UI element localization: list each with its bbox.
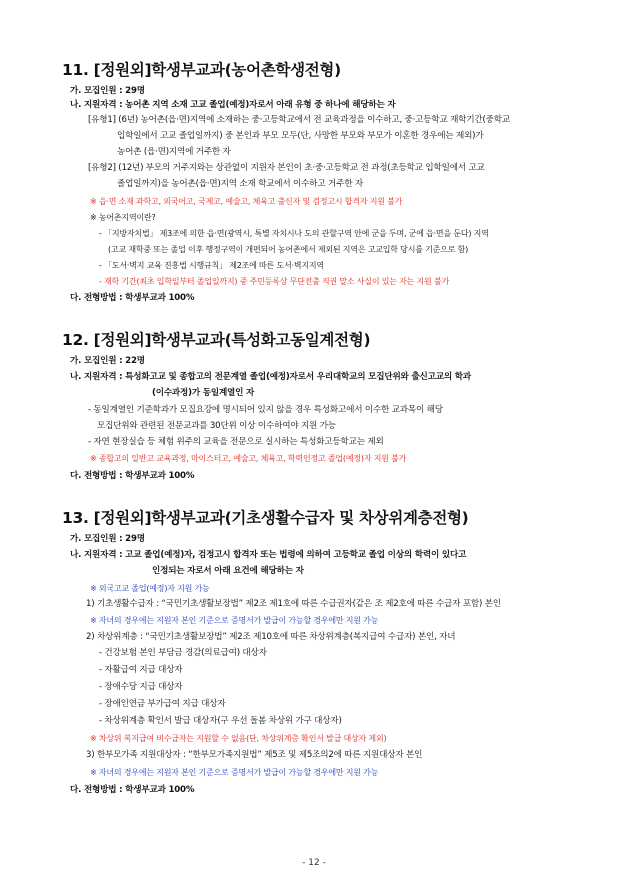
s13-eligibility: 나. 지원자격 : 고교 졸업(예정)자, 검정고시 합격자 또는 법령에 의하여 고등학교 졸업 이상의 학력이 있다고: [70, 550, 467, 560]
s11-recruit: 가. 모집인원 : 29명: [70, 86, 145, 96]
s13-item2-sub1: - 건강보험 본인 부담금 경감(의료급여) 대상자: [99, 648, 267, 658]
s12-method: 다. 전형방법 : 학생부교과 100%: [70, 471, 195, 481]
s11-type2-line1: [유형2] (12년) 부모의 거주지와는 상관없이 지원자 본인이 초·중·고등학교 전 과정(초등학교 입학일에서 고교: [88, 163, 485, 173]
s12-note-ineligible: ※ 종합고의 일반고 교육과정, 마이스터고, 예술고, 체육고, 학력인정고 졸업(예정)자 지원 불가: [90, 454, 407, 463]
section-13-title: 13. [정원외]학생부교과(기초생활수급자 및 차상위계층전형): [62, 509, 469, 527]
s13-item2-note: ※ 차상위 복지급여 비수급자는 지원할 수 없음(단, 차상위계층 확인서 발급 대상자 제외): [90, 734, 387, 743]
s11-type1-line2: 입학일에서 고교 졸업일까지) 중 본인과 부모 모두(단, 사망한 부모와 부모가 이혼한 경우에는 제외)가: [117, 131, 484, 141]
s12-eligibility-cont: (이수과정)가 동일계열인 자: [152, 388, 255, 398]
s13-item2-sub5: - 차상위계층 확인서 발급 대상자(구 우선 돌봄 차상위 가구 대상자): [99, 716, 342, 726]
s13-item2-sub2: - 자활급여 지급 대상자: [99, 665, 183, 675]
page-number: - 12 -: [302, 858, 326, 868]
s13-item2: 2) 차상위계층 : “국민기초생활보장법” 제2조 제10호에 따른 차상위계층(복지급여 수급자) 본인, 자녀: [86, 632, 456, 642]
s13-item1-note: ※ 자녀의 경우에는 지원자 본인 기준으로 증명서가 발급이 가능할 경우에만 지원 가능: [90, 616, 379, 625]
s13-item1: 1) 기초생활수급자 : “국민기초생활보장법” 제2조 제1호에 따른 수급권자(같은 조 제2호에 따른 수급자 포함) 본인: [86, 599, 501, 609]
s11-note-definition: ※ 농어촌지역이란?: [90, 213, 156, 222]
s12-eligibility: 나. 지원자격 : 특성화고교 및 종합고의 전문계열 졸업(예정)자로서 우리대학교의 모집단위와 출신고교의 학과: [70, 372, 471, 382]
s11-def-item2: - 「도서·벽지 교육 진흥법 시행규칙」 제2조에 따른 도서·벽지지역: [99, 261, 324, 270]
s13-method: 다. 전형방법 : 학생부교과 100%: [70, 785, 195, 795]
s11-def-item1: - 「지방자치법」 제3조에 의한 읍·면(광역시, 특별 자치시나 도의 관할구역 안에 군을 두며, 군에 읍·면을 둔다) 지역: [99, 229, 489, 238]
s13-eligibility-cont: 인정되는 자로서 아래 요건에 해당하는 자: [152, 566, 304, 576]
s11-note-ineligible: ※ 읍·면 소재 과학고, 외국어고, 국제고, 예술고, 체육고 출신자 및 검정고시 합격자 지원 불가: [90, 197, 403, 206]
s12-recruit: 가. 모집인원 : 22명: [70, 356, 145, 366]
s11-type1-line1: [유형1] (6년) 농어촌(읍·면)지역에 소재하는 중·고등학교에서 전 교육과정을 이수하고, 중·고등학교 재학기간(중학교: [88, 115, 510, 125]
s13-item2-sub3: - 장애수당 지급 대상자: [99, 682, 183, 692]
s12-detail2: - 자연 현장실습 등 체험 위주의 교육을 전문으로 실시하는 특성화고등학교는 제외: [88, 437, 384, 447]
s11-def-item3: - 재학 기간(최초 입학일부터 졸업일까지) 중 주민등록상 무단전출 직권 말소 사실이 있는 자는 지원 불가: [99, 277, 449, 286]
s11-type1-line3: 농어촌 (읍·면)지역에 거주한 자: [117, 147, 231, 157]
section-12-title: 12. [정원외]학생부교과(특성화고동일계전형): [62, 331, 371, 349]
s12-detail1-cont: 모집단위와 관련된 전문교과를 30단위 이상 이수하여야 지원 가능: [97, 421, 336, 431]
s13-item2-sub4: - 장애인연금 부가급여 지급 대상자: [99, 699, 226, 709]
section-11-title: 11. [정원외]학생부교과(농어촌학생전형): [62, 61, 341, 79]
s11-method: 다. 전형방법 : 학생부교과 100%: [70, 293, 195, 303]
s13-item3: 3) 한부모가족 지원대상자 : “한부모가족지원법” 제5조 및 제5조의2에 따른 지원대상자 본인: [86, 750, 423, 760]
s11-def-item1-cont: (고교 재학중 또는 졸업 이후 행정구역이 개편되어 농어촌에서 제외된 지역은 고교입학 당시를 기준으로 함): [108, 245, 469, 254]
s13-note-foreign: ※ 외국고교 졸업(예정)자 지원 가능: [90, 584, 210, 593]
s12-detail1: - 동일계열인 기준학과가 모집요강에 명시되어 있지 않을 경우 특성화고에서 이수한 교과목이 해당: [88, 405, 443, 415]
s11-eligibility: 나. 지원자격 : 농어촌 지역 소재 고교 졸업(예정)자로서 아래 유형 중 하나에 해당하는 자: [70, 100, 396, 110]
s11-type2-line2: 졸업일까지)을 농어촌(읍·면)지역 소재 학교에서 이수하고 거주한 자: [117, 179, 363, 189]
s13-item3-note: ※ 자녀의 경우에는 지원자 본인 기준으로 증명서가 발급이 가능할 경우에만 지원 가능: [90, 768, 379, 777]
s13-recruit: 가. 모집인원 : 29명: [70, 534, 145, 544]
